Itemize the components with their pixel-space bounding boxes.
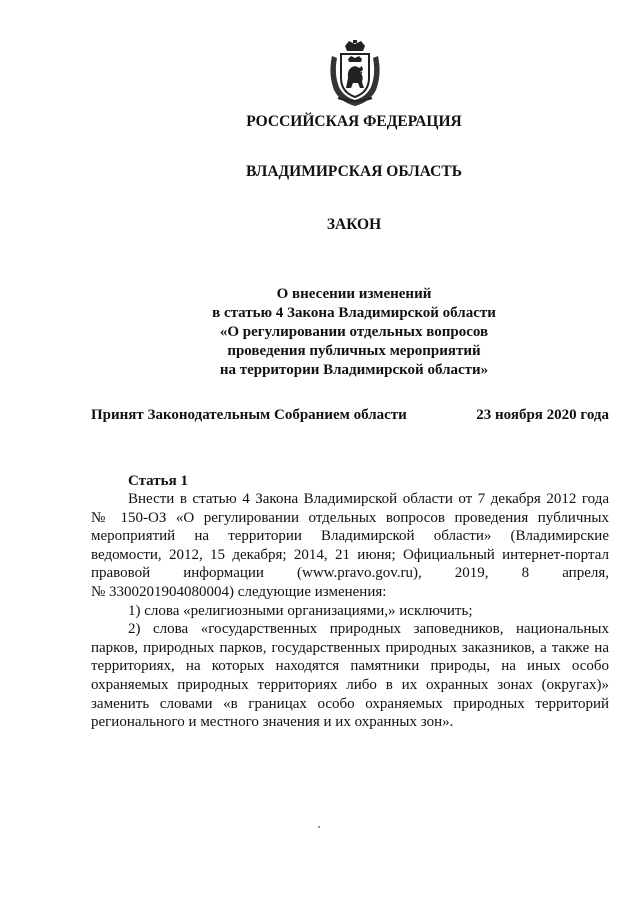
body-line: Внести в статью 4 Закона Владимирской области от 7 декабря 2012 года <box>128 491 609 507</box>
document-type: ЗАКОН <box>326 216 382 233</box>
body-line: № 3300201904080004) следующие изменения: <box>91 583 387 600</box>
body-line: правовой информации (www.pravo.gov.ru), 2019, 8 апреля, <box>91 565 609 582</box>
law-title <box>200 285 508 380</box>
header-country: РОССИЙСКАЯ ФЕДЕРАЦИЯ <box>246 113 462 130</box>
scan-speck <box>318 826 320 828</box>
body-line: парков, природных парков, государственных природных заказников, а также на <box>91 639 609 656</box>
body-line: регионального и местного значения и их охранных зон». <box>91 714 454 731</box>
body-line: заменить словами «в границах особо охраняемых природных территорий <box>91 695 609 712</box>
body-line: территориях, на которых находятся памятники природы, на иных особо <box>91 658 609 675</box>
title-line: «О регулировании отдельных вопросов <box>219 324 489 340</box>
adoption-date: 23 ноября 2020 года <box>476 407 609 423</box>
header-region: ВЛАДИМИРСКАЯ ОБЛАСТЬ <box>246 163 462 180</box>
title-line: О внесении изменений <box>276 286 432 302</box>
article-heading: Статья 1 <box>128 473 188 489</box>
amendment-item-1: 1) слова «религиозными организациями,» исключить; <box>128 602 473 619</box>
body-line: ведомости, 2012, 15 декабря; 2014, 21 июня; Официальный интернет-портал <box>91 546 609 563</box>
title-line: в статью 4 Закона Владимирской области <box>212 305 496 321</box>
article-body <box>91 490 609 732</box>
title-line: на территории Владимирской области» <box>219 362 489 378</box>
body-line: № 150-ОЗ «О регулировании отдельных вопросов проведения публичных <box>91 509 609 526</box>
title-line: проведения публичных мероприятий <box>227 343 481 359</box>
body-line: 2) слова «государственных природных заповедников, национальных <box>128 621 609 638</box>
adopted-by: Принят Законодательным Собранием области <box>91 407 407 423</box>
coat-of-arms-emblem <box>326 40 384 108</box>
body-line: охраняемых природных территориях либо в их охранных зонах (округах)» <box>91 676 609 693</box>
adoption-line <box>91 407 609 424</box>
body-line: мероприятий на территории Владимирской области» (Владимирские <box>91 528 609 545</box>
